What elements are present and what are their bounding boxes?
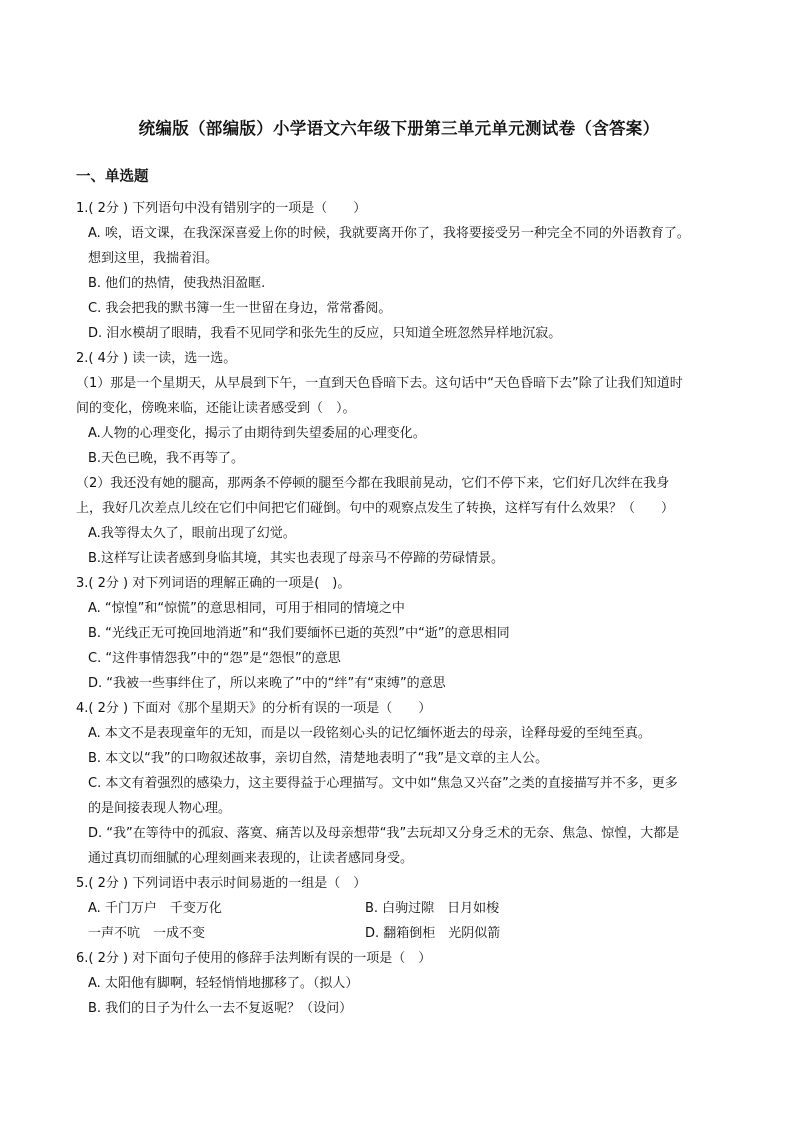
option-a: A.人物的心理变化，揭示了由期待到失望委屈的心理变化。 — [88, 426, 426, 441]
option-b: B. 白驹过隙 日月如梭 — [365, 901, 500, 916]
option-row — [76, 896, 738, 921]
question-6 — [76, 946, 738, 1021]
option-a: A. “惊惶”和“惊慌”的意思相同，可用于相同的情境之中 — [88, 601, 405, 616]
question-stem: 4.( 2分 ) 下面对《那个星期天》的分析有误的一项是（ ） — [76, 701, 432, 716]
question-stem: 1.( 2分 ) 下列语句中没有错别字的一项是（ ） — [76, 201, 367, 216]
option-text-line: 想到这里，我揣着泪。 — [88, 251, 219, 266]
stem-line: 间的变化，傍晚来临，还能让读者感受到（ ）。 — [76, 401, 356, 416]
option-text-line: A. 唉，语文课，在我深深喜爱上你的时候，我就要离开你了，我将要接受另一种完全不同的外语教育了。 — [88, 226, 690, 241]
question-stem: 6.( 2分 ) 对下面句子使用的修辞手法判断有误的一项是（ ） — [76, 951, 432, 966]
question-stem: 5.( 2分 ) 下列词语中表示时间易逝的一组是（ ） — [76, 876, 367, 891]
option-a — [76, 221, 738, 271]
question-5 — [76, 871, 738, 946]
question-stem: 3.( 2分 ) 对下列词语的理解正确的一项是( )。 — [76, 576, 351, 591]
option-a: A. 千门万户 千变万化 — [88, 901, 222, 916]
option-text-line: 通过真切而细腻的心理刻画来表现的，让读者感同身受。 — [88, 851, 414, 866]
question-stem: 2.( 4分 ) 读一读，选一选。 — [76, 351, 237, 366]
option-b: B.这样写让读者感到身临其境，其实也表现了母亲马不停蹄的劳碌情景。 — [88, 551, 505, 566]
option-c: C. 我会把我的默书簿一生一世留在身边，常常番阅。 — [88, 301, 392, 316]
option-a: A. 太阳他有脚啊，轻轻悄悄地挪移了。（拟人） — [88, 976, 359, 991]
option-c: C. “这件事情怨我”中的“怨”是“怨恨”的意思 — [88, 651, 341, 666]
question-1 — [76, 196, 738, 346]
option-text-line: 的是间接表现人物心理。 — [88, 801, 232, 816]
question-2 — [76, 346, 738, 571]
option-c: 一声不吭 一成不变 — [88, 926, 206, 941]
option-a: A.我等得太久了，眼前出现了幻觉。 — [88, 526, 296, 541]
option-b: B. “光线正无可挽回地消逝”和“我们要缅怀已逝的英烈”中“逝”的意思相同 — [88, 626, 510, 641]
option-c — [76, 771, 738, 821]
document-title: 统编版（部编版）小学语文六年级下册第三单元单元测试卷（含答案） — [138, 119, 660, 138]
option-d: D. “我被一些事绊住了，所以来晚了”中的“绊”有“束缚”的意思 — [88, 676, 446, 691]
sub-question-2-stem — [76, 471, 738, 521]
sub-question-1-stem — [76, 371, 738, 421]
option-d — [76, 821, 738, 871]
option-b: B. 我们的日子为什么一去不复返呢？（设问） — [88, 1001, 353, 1016]
stem-line: （2）我还没有她的腿高，那两条不停顿的腿至今都在我眼前晃动，它们不停下来，它们好几次绊在我身 — [76, 476, 670, 491]
stem-line: （1）那是一个星期天，从早晨到下午，一直到天色昏暗下去。这句话中“天色昏暗下去”除了让我们知道时 — [76, 376, 683, 391]
option-b: B. 本文以“我”的口吻叙述故事，亲切自然，清楚地表明了“我”是文章的主人公。 — [88, 751, 549, 766]
option-text-line: C. 本文有着强烈的感染力，这主要得益于心理描写。文中如“焦急又兴奋”之类的直接描写并不多，更多 — [88, 776, 678, 791]
option-text-line: D. “我”在等待中的孤寂、落寞、痛苦以及母亲想带“我”去玩却又分身乏术的无奈、焦急、惊惶，大都是 — [88, 826, 680, 841]
stem-line: 上，我好几次差点儿绞在它们中间把它们碰倒。句中的观察点发生了转换，这样写有什么效果？（ ） — [76, 501, 675, 516]
option-d: D. 翻箱倒柜 光阴似箭 — [365, 926, 501, 941]
section-title: 一、单选题 — [76, 169, 149, 185]
option-row — [76, 921, 738, 946]
question-4 — [76, 696, 738, 871]
option-d: D. 泪水模胡了眼睛，我看不见同学和张先生的反应，只知道全班忽然异样地沉寂。 — [88, 326, 562, 341]
question-3 — [76, 571, 738, 696]
option-b: B. 他们的热情，使我热泪盈眶. — [88, 276, 266, 291]
option-b: B.天色已晚，我不再等了。 — [88, 451, 245, 466]
option-a: A. 本文不是表现童年的无知，而是以一段铭刻心头的记忆缅怀逝去的母亲，诠释母爱的至纯至真。 — [88, 726, 651, 741]
